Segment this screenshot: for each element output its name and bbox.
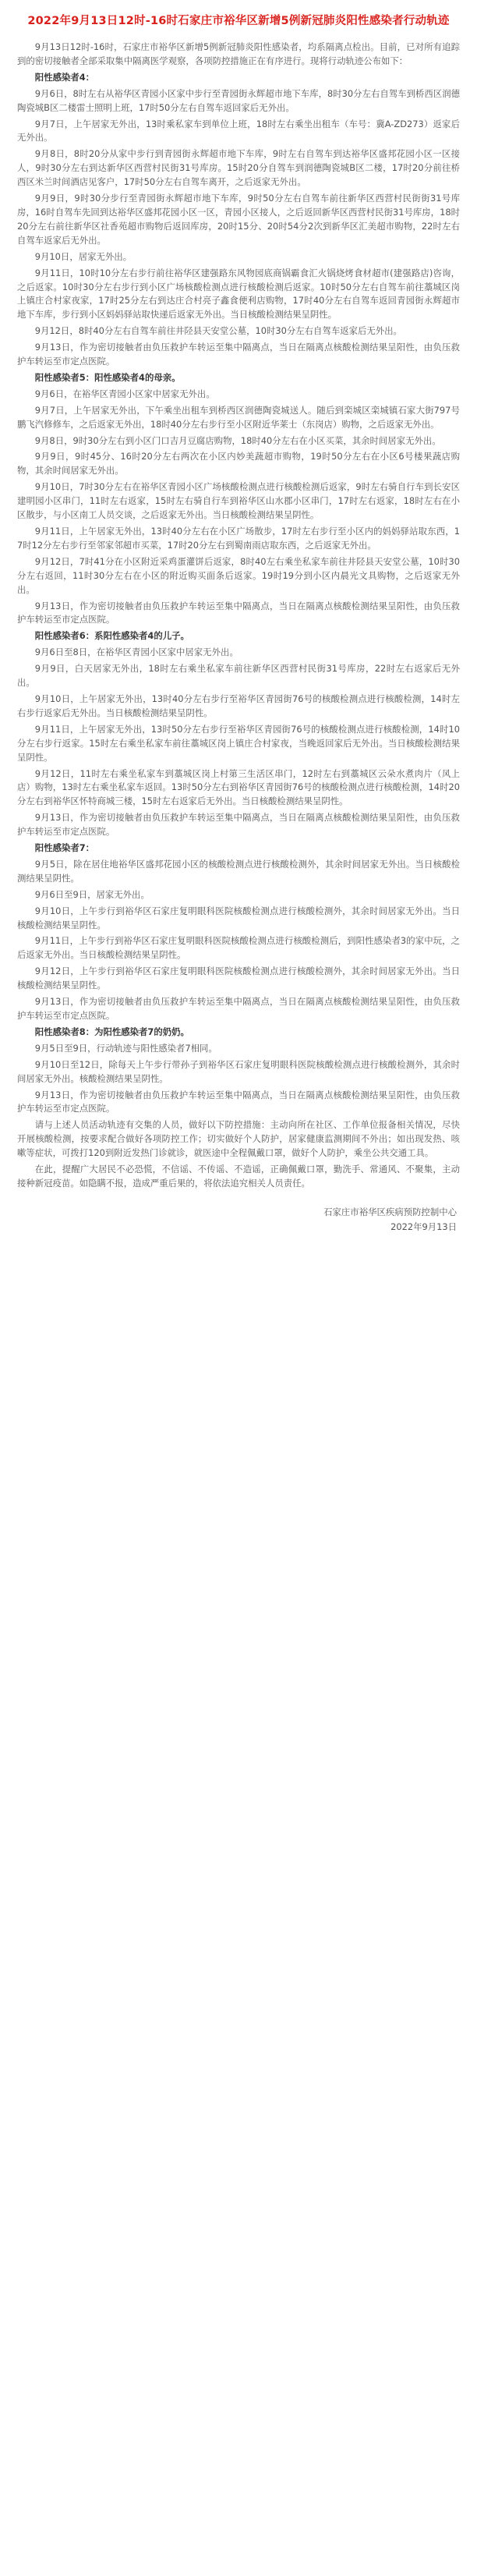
body-paragraph: 9月11日，10时10分左右步行前往裕华区建强路东风物园底商锅霸食汇火锅烧烤食材超市(建强路店)咨询，之后返家。10时30分左右步行到小区广场核酸检测点进行核酸检测后返家。10时50分左右自驾车前往藁城区岗上镇庄合村家夜家，17时25分左右到达庄合村亮子鑫食便利店购物，17时40分左右自驾车返回青园街永辉超市地下车库，步行到小区妈妈驿站取快递后返家无外出。当日核酸检测结果呈阴性。 — [17, 267, 460, 321]
body-paragraph: 9月12日，8时40分左右自驾车前往井陉县天安堂公墓，10时30分左右自驾车返家后无外出。 — [34, 325, 402, 337]
body-paragraph: 9月13日，作为密切接触者由负压救护车转运至集中隔离点，当日在隔离点核酸检测结果呈阳性，由负压救护车转运至市定点医院。 — [17, 1089, 460, 1114]
body-paragraph: 9月6日至9日，居家无外出。 — [34, 888, 150, 900]
signature-org: 石家庄市裕华区疾病预防控制中心 — [323, 1206, 457, 1217]
body-paragraph: 9月11日，上午居家无外出，13时40分左右在小区广场散步，17时左右步行至小区内的妈妈驿站取东西，17时12分左右步行至邻家邻超市买菜，17时20分左右到蜀南雨店取东西，之后返家无外出。 — [17, 526, 460, 551]
body-paragraph: 9月8日，9时30分左右到小区门口吉月豆腐店购物，18时40分左右在小区买菜，其余时间居家无外出。 — [34, 434, 441, 446]
body-paragraph: 9月10日，上午居家无外出，13时40分左右步行至裕华区青园街76号的核酸检测点进行核酸检测，14时左右步行返家后无外出。当日核酸检测结果呈阴性。 — [17, 693, 460, 718]
body-paragraph: 9月10日，居家无外出。 — [34, 250, 132, 262]
body-paragraph: 9月9日，白天居家无外出，18时左右乘坐私家车前往新华区西营村民街31号库房，22时左右返家后无外出。 — [17, 663, 460, 689]
body-paragraph: 9月12日，上午步行到裕华区石家庄复明眼科医院核酸检测点进行核酸检测外，其余时间居家无外出。当日核酸检测结果呈阴性。 — [17, 966, 460, 991]
body-paragraph: 9月7日，上午居家无外出，13时乘私家车到单位上班，18时左右乘坐出租车（车号：冀A-ZD273）返家后无外出。 — [17, 118, 460, 144]
section-heading: 阳性感染者6：系阳性感染者4的儿子。 — [34, 630, 189, 642]
body-paragraph: 9月6日，8时左右从裕华区青园小区家中步行至青园街永辉超市地下车库，8时30分左右自驾车到桥西区润德陶瓷城B区二楼雷士照明上班，17时50分左右自驾车返回家后无外出。 — [17, 87, 460, 113]
signature-block — [17, 1205, 460, 1235]
body-paragraph: 9月11日，上午居家无外出，13时50分左右步行至裕华区青园街76号的核酸检测点进行核酸检测，14时10分左右步行返家。15时左右乘坐私家车前往藁城区岗上镇庄合村家夜，当晚返回家后无外出。当日核酸检测结果呈阴性。 — [17, 723, 460, 763]
article-title: 2022年9月13日12时-16时石家庄市裕华区新增5例新冠肺炎阳性感染者行动轨迹 — [27, 15, 450, 27]
section-heading: 阳性感染者5：阳性感染者4的母亲。 — [34, 371, 181, 383]
body-paragraph: 9月9日，9时30分步行至青园街永辉超市地下车库，9时50分左右自驾车前往新华区西营村民街街31号库房，16时自驾车先回到达裕华区盛邦花园小区一区，青园小区接人，之后返回新华区西营村民街31号库房，18时20分左右前往新华区社香苑超市购物后返回库房，20时15分、20时54分2次到新华区汇美超市购物，22时左右自驾车返家后无外出。 — [17, 193, 460, 246]
page — [0, 0, 477, 1250]
body-paragraph: 9月13日，作为密切接触者由负压救护车转运至集中隔离点，当日在隔离点核酸检测结果呈阳性，由负压救护车转运至市定点医院。 — [17, 996, 460, 1021]
body-paragraph: 9月11日，上午步行到裕华区石家庄复明眼科医院核酸检测点进行核酸检测后，到阳性感染者3的家中玩，之后返家无外出。当日核酸检测结果呈阴性。 — [17, 935, 460, 961]
body-paragraph: 在此，提醒广大居民不必恐慌，不信谣、不传谣、不造谣，正确佩戴口罩，勤洗手、常通风、不聚集，主动接种新冠疫苗。如隐瞒不报，造成严重后果的，将依法追究相关人员责任。 — [17, 1164, 460, 1189]
body-paragraph: 9月6日，在裕华区青园小区家中居家无外出。 — [34, 388, 215, 399]
signature-date: 2022年9月13日 — [390, 1221, 457, 1232]
body-paragraph: 9月5日，除在居住地裕华区盛邦花园小区的核酸检测点进行核酸检测外，其余时间居家无外出。当日核酸检测结果呈阴性。 — [17, 858, 460, 884]
body-paragraph: 9月6日至8日，在裕华区青园小区家中居家无外出。 — [34, 647, 238, 658]
body-paragraph: 9月13日，作为密切接触者由负压救护车转运至集中隔离点，当日在隔离点核酸检测结果呈阳性，由负压救护车转运至市定点医院。 — [17, 600, 460, 625]
section-heading: 阳性感染者7： — [34, 842, 95, 854]
body-paragraph: 9月12日，11时左右乘坐私家车到藁城区岗上村第三生活区串门，12时左右到藁城区云朵水煮肉片（风上店）购物，13时左右乘坐私家车返回。13时50分左右到裕华区青园街76号的核酸检测点进行核酸检测，14时20分左右到裕华区怀特商城三楼，15时左右返家后无外出。当日核酸检测结果呈阴性。 — [17, 767, 460, 807]
body-paragraph: 9月7日，上午居家无外出，下午乘坐出租车到桥西区润德陶瓷城送人。随后到栾城区栾城镇石家大街797号鹏飞汽修修车，之后返家无外出，18时40分左右步行至小区附近华莱士（东岗店）购物，之后返家无外出。 — [17, 404, 460, 430]
body-paragraph: 9月12日，7时41分在小区附近采鸡蛋灌饼后返家，8时40左右乘坐私家车前往井陉县天安堂公墓，10时30分左右返回，11时30分左右在小区的附近购买面条后返家。19时19分到小区内晨光文具购物，之后返家无外出。 — [17, 555, 460, 595]
section-heading: 阳性感染者8：为阳性感染者7的奶奶。 — [34, 1026, 189, 1037]
body-paragraph: 9月13日12时-16时，石家庄市裕华区新增5例新冠肺炎阳性感染者，均系隔离点检出。目前，已对所有追踪到的密切接触者全部采取集中隔离医学观察，各项防控措施正在有序进行。现将行动轨迹公布如下： — [17, 41, 460, 66]
body-paragraph: 9月9日，9时45分、16时20分左右两次在小区内妙美蔬超市购物，19时50分左右在小区6号楼果蔬店购物，其余时间居家无外出。 — [17, 451, 460, 477]
body-paragraph: 9月10日，上午步行到裕华区石家庄复明眼科医院核酸检测点进行核酸检测外，其余时间居家无外出。当日核酸检测结果呈阴性。 — [17, 905, 460, 930]
body-paragraph: 9月8日，8时20分从家中步行到青园街永辉超市地下车库，9时左右自驾车到达裕华区盛邦花园小区一区接人，9时30分左右到达新华区西营村民街31号库房。15时20分自驾车到润德陶瓷城B区二楼，17时20分前往桥西区米兰时间酒店见客户，17时50分左右自驾车离开，之后返家无外出。 — [17, 148, 460, 188]
article-body — [17, 41, 460, 1191]
body-paragraph: 9月5日至9日，行动轨迹与阳性感染者7相同。 — [34, 1042, 217, 1054]
body-paragraph: 9月10日至12日，除每天上午步行带孙子到裕华区石家庄复明眼科医院核酸检测点进行核酸检测外，其余时间居家无外出。核酸检测结果呈阴性。 — [17, 1058, 460, 1084]
body-paragraph: 9月10日，7时30分左右在裕华区青园小区广场核酸检测点进行核酸检测后返家，9时左右骑自行车到长安区建明园小区串门，11时左右返家，15时左右骑自行车到裕华区山水郡小区串门，17时左右返家，18时左右在小区散步，与小区南工人员交谈，之后返家无外出。当日核酸检测结果呈阴性。 — [17, 481, 460, 521]
section-heading: 阳性感染者4： — [34, 71, 95, 83]
body-paragraph: 请与上述人员活动轨迹有交集的人员，做好以下防控措施：主动向所在社区、工作单位报备相关情况，尽快开展核酸检测，按要求配合做好各项防控工作；切实做好个人防护，居家健康监测期间不外出；如出现发热、咳嗽等症状，可拨打120到附近发热门诊就诊，就医途中全程佩戴口罩，做好个人防护，乘坐公共交通工具。 — [17, 1119, 460, 1159]
body-paragraph: 9月13日，作为密切接触者由负压救护车转运至集中隔离点，当日在隔离点核酸检测结果呈阳性，由负压救护车转运至市定点医院。 — [17, 342, 460, 367]
body-paragraph: 9月13日，作为密切接触者由负压救护车转运至集中隔离点，当日在隔离点核酸检测结果呈阳性，由负压救护车转运至市定点医院。 — [17, 812, 460, 838]
